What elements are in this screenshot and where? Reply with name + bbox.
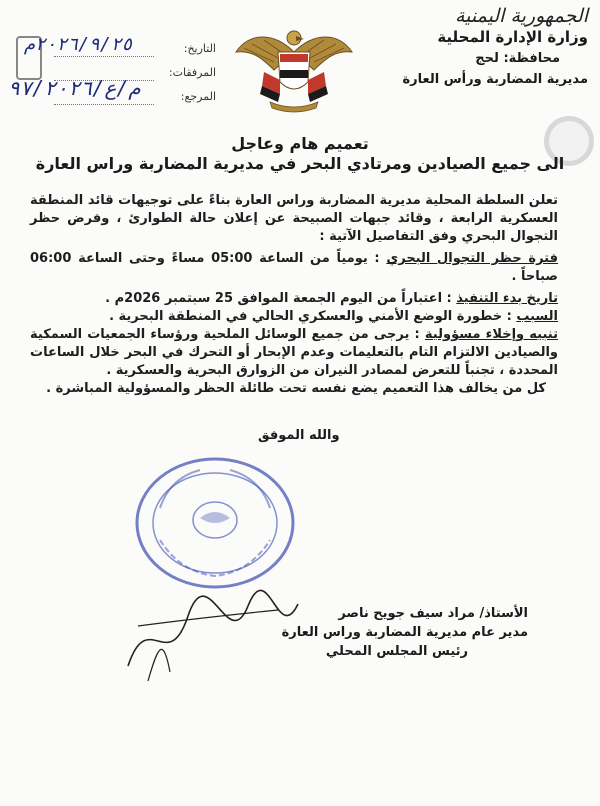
governorate-name: محافظة: لحج: [475, 51, 560, 66]
reference-label: المرجع:: [180, 90, 216, 103]
directorate-name: مديرية المضاربة ورأس العارة: [402, 72, 588, 87]
date-label: التاريخ:: [183, 42, 216, 55]
letterhead: [388, 6, 588, 90]
document-body: [30, 192, 558, 398]
warning-text: : يرجى من جميع الوسائل الملحية ورؤساء الجمعيات السمكية والصيادين الالتزام التام بالتعليمات وعدم الإبحار أو التحرك في البحر خلال الساعات المحددة ، تجنباً للتعرض لمصادر النيران من الزوارق البحرية والعسكرية .: [30, 327, 558, 378]
ministry-name: وزارة الإدارة المحلية: [437, 28, 588, 46]
republic-name: الجمهورية اليمنية: [454, 5, 588, 27]
closing-phrase: والله الموفق: [258, 428, 340, 443]
signatory-title: مدير عام مديرية المضاربة وراس العارة: [281, 625, 528, 640]
reason-paragraph: [30, 308, 558, 326]
curfew-text: : يومياً من الساعة 05:00 مساءً وحتى الساعة 06:00 صباحاً .: [30, 251, 558, 284]
curfew-paragraph: [30, 250, 558, 286]
liability-paragraph: كل من يخالف هذا التعميم يضع نفسه تحت طائلة الحظر والمسؤولية المباشرة .: [46, 381, 546, 396]
official-stamp: [120, 448, 310, 598]
intro-paragraph: تعلن السلطة المحلية مديرية المضاربة وراس العارة بناءً على توجيهات قائد المنطقة العسكرية الرابعة ، وقائد جبهات الصبيحة عن إعلان حالة الطوارئ ، وفرض حظر التجوال البحري وفق التفاصيل الآتية :: [30, 193, 558, 244]
document-title: تعميم هام وعاجل: [231, 134, 369, 153]
reason-text: : خطورة الوضع الأمني والعسكري الحالي في المنطقة البحرية .: [109, 309, 512, 324]
warning-label: تنبيه وإخلاء مسؤولية: [424, 327, 558, 342]
signatory-name: الأستاذ/ مراد سيف جويح ناصر: [338, 606, 528, 621]
warning-paragraph: [30, 326, 558, 380]
curfew-label: فترة حظر التجوال البحري: [386, 251, 558, 266]
start-paragraph: [30, 290, 558, 308]
attachments-label: المرفقات:: [168, 66, 216, 79]
signatory-role: رئيس المجلس المحلي: [325, 644, 468, 659]
reason-label: السبب: [516, 309, 558, 324]
yemen-eagle-emblem: [234, 22, 354, 114]
date-dotted-line: [54, 56, 154, 57]
handwritten-date: ٢٠٢٦/٩/٢٥م: [24, 34, 133, 55]
start-label: تاريخ بدء التنفيذ: [456, 291, 558, 306]
handwritten-reference: م/ع/٩٧/٢٠٢٦: [8, 76, 141, 100]
signature-block: [188, 604, 528, 661]
start-text: : اعتباراً من اليوم الجمعة الموافق 25 سبتمبر 2026م .: [105, 291, 452, 306]
reference-dotted-line: [54, 104, 154, 105]
document-recipients: الى جميع الصيادين ومرتادي البحر في مديرية المضاربة وراس العارة: [35, 154, 565, 173]
reference-block: [4, 30, 222, 112]
